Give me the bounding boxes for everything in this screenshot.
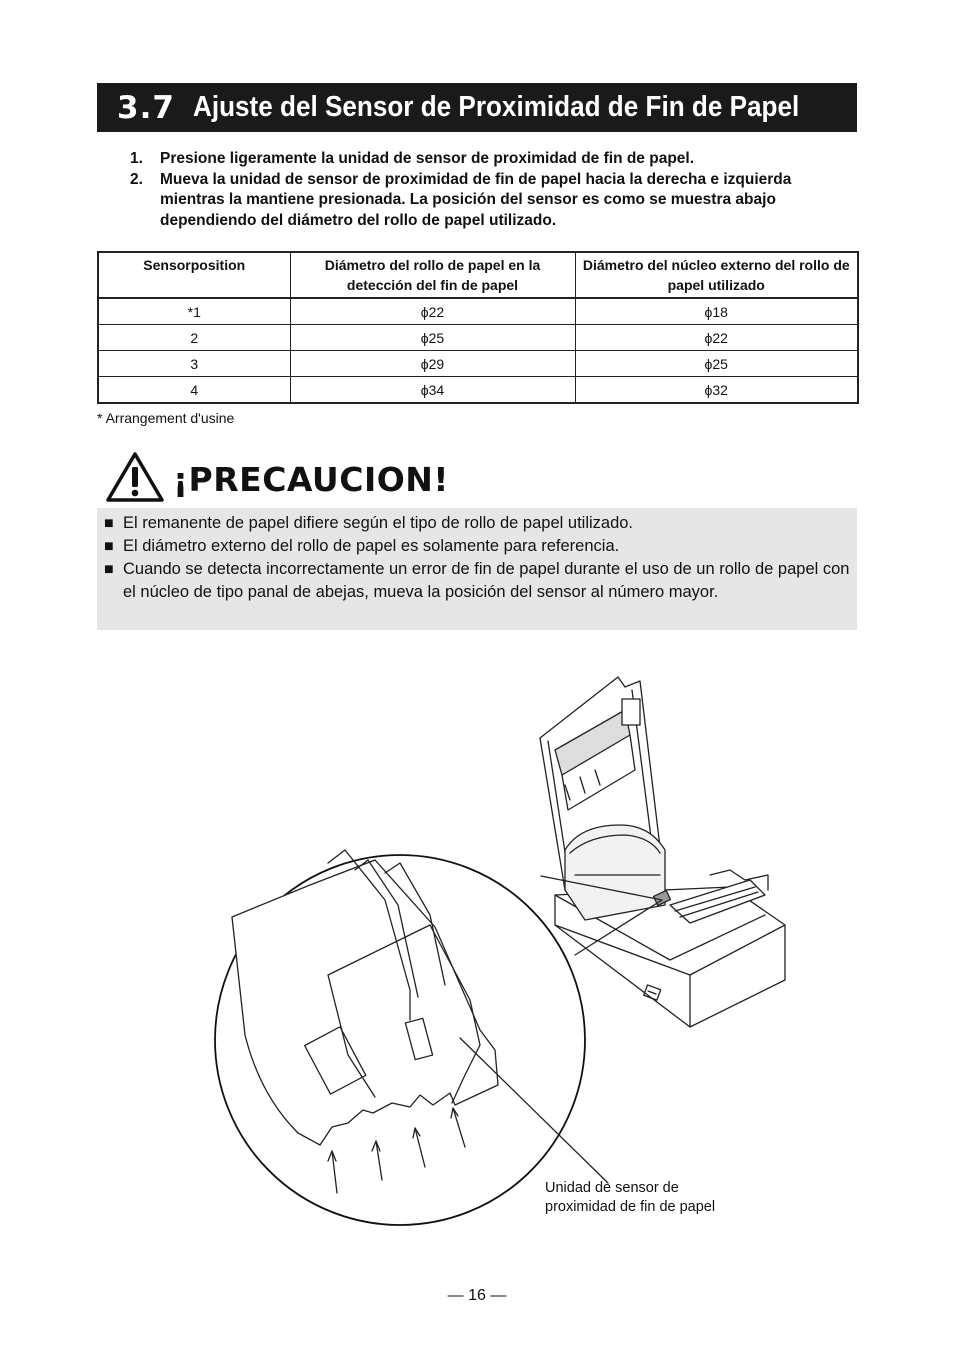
table-row: [98, 377, 858, 404]
caution-item: [104, 512, 854, 535]
instruction-steps: [130, 149, 860, 231]
caution-header: [105, 451, 449, 508]
table-cell: ϕ29: [290, 351, 575, 377]
table-cell: ϕ34: [290, 377, 575, 404]
step-text: Presione ligeramente la unidad de sensor de proximidad de fin de papel.: [160, 150, 695, 167]
caution-text: Cuando se detecta incorrectamente un error de fin de papel durante el uso de un rollo de papel con el núcleo de tipo panal de abejas, mueva la posición del sensor al número mayor.: [123, 560, 850, 601]
table-header-cell: Diámetro del núcleo externo del rollo de papel utilizado: [575, 252, 858, 298]
caution-title: ¡PRECAUCION!: [173, 460, 449, 499]
warning-triangle-icon: [105, 451, 165, 508]
table-cell: ϕ25: [575, 351, 858, 377]
section-number: 3.7: [117, 89, 175, 126]
square-bullet-icon: ■: [104, 561, 114, 578]
step-item: [130, 149, 860, 170]
section-title-bar: [97, 83, 857, 132]
table-row: [98, 325, 858, 351]
table-footnote: * Arrangement d'usine: [97, 410, 235, 426]
square-bullet-icon: ■: [104, 515, 114, 532]
table-cell: ϕ25: [290, 325, 575, 351]
table-cell: *1: [98, 298, 290, 325]
table-cell: 2: [98, 325, 290, 351]
printer-sensor-illustration: [170, 675, 810, 1250]
table-cell: ϕ22: [575, 325, 858, 351]
step-number: 1.: [130, 150, 143, 167]
sensor-callout-label: Unidad de sensor de proximidad de fin de papel: [545, 1180, 716, 1215]
table-cell: ϕ18: [575, 298, 858, 325]
section-title: Ajuste del Sensor de Proximidad de Fin de Papel: [192, 91, 800, 123]
caution-text: El diámetro externo del rollo de papel es solamente para referencia.: [123, 537, 620, 555]
table-row: [98, 351, 858, 377]
table-header-cell: Diámetro del rollo de papel en la detección del fin de papel: [290, 252, 575, 298]
caution-item: [104, 535, 854, 558]
page-number: — 16 —: [447, 1287, 507, 1304]
caution-item: [104, 558, 854, 604]
square-bullet-icon: ■: [104, 538, 114, 555]
table-row: [98, 298, 858, 325]
caution-list: [104, 512, 854, 604]
table-header-cell: Sensorposition: [98, 252, 290, 298]
table-header-row: [98, 252, 858, 298]
step-item: [130, 170, 860, 232]
table-cell: ϕ22: [290, 298, 575, 325]
sensor-position-table: [97, 251, 859, 404]
table-cell: 4: [98, 377, 290, 404]
printer-drawing: [540, 677, 785, 1027]
caution-text: El remanente de papel difiere según el tipo de rollo de papel utilizado.: [123, 514, 634, 532]
step-text: Mueva la unidad de sensor de proximidad de fin de papel hacia la derecha e izquierda mientras la mantiene presionada. La posición del sensor es como se muestra abajo dependiendo del diámetro del rollo de papel utilizado.: [160, 170, 792, 229]
table-cell: 3: [98, 351, 290, 377]
step-number: 2.: [130, 170, 143, 188]
table-cell: ϕ32: [575, 377, 858, 404]
